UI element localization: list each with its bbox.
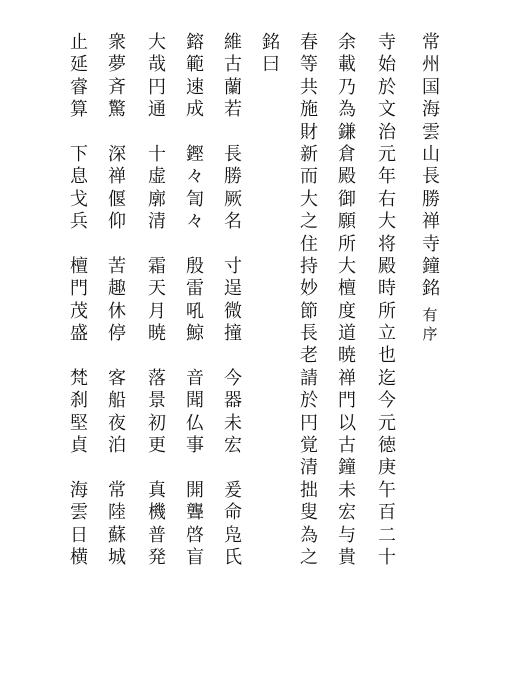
character: 驚 [108, 99, 126, 121]
column-gap [220, 457, 246, 479]
character: 船 [108, 390, 126, 412]
column-gap [182, 122, 208, 144]
character: 初 [148, 412, 166, 434]
character: 撞 [224, 323, 242, 345]
character: 発 [148, 546, 166, 568]
character: 倉 [338, 143, 356, 165]
character: 開 [186, 479, 204, 501]
character: 殿 [378, 255, 396, 277]
character: 仰 [108, 211, 126, 233]
character: 所 [378, 300, 396, 322]
character: 円 [300, 412, 318, 434]
text-column-4 [258, 32, 284, 77]
character: 天 [148, 278, 166, 300]
character: 殿 [338, 166, 356, 188]
character: 道 [338, 323, 356, 345]
character: 暁 [338, 345, 356, 367]
character: 若 [224, 99, 242, 121]
character: 梵 [70, 367, 88, 389]
character: 氏 [224, 546, 242, 568]
character: 門 [70, 278, 88, 300]
title-column [418, 32, 444, 301]
character: 哉 [148, 54, 166, 76]
character: 共 [300, 76, 318, 98]
character: 音 [186, 367, 204, 389]
character: 睿 [70, 76, 88, 98]
character: 止 [70, 32, 88, 53]
character: 啓 [186, 524, 204, 546]
character: 覚 [300, 435, 318, 457]
character: 下 [70, 143, 88, 165]
character: 殷 [186, 255, 204, 277]
character: 鎔 [186, 32, 204, 53]
character: 徳 [378, 435, 396, 457]
character: 海 [422, 99, 440, 121]
column-gap [182, 234, 208, 256]
character: 御 [338, 188, 356, 210]
character: 施 [300, 99, 318, 121]
character: 更 [148, 435, 166, 457]
character: 円 [148, 76, 166, 98]
character: 凫 [224, 524, 242, 546]
character: 逞 [224, 278, 242, 300]
column-gap [66, 122, 92, 144]
character: 蘇 [108, 524, 126, 546]
character: 禅 [108, 166, 126, 188]
character: 停 [108, 323, 126, 345]
character: 名 [224, 211, 242, 233]
character: 而 [300, 166, 318, 188]
character: 月 [148, 300, 166, 322]
text-column-3 [296, 32, 322, 569]
character: 於 [378, 76, 396, 98]
text-column-7 [144, 32, 170, 569]
character: 機 [148, 502, 166, 524]
column-gap [104, 345, 130, 367]
character: 鎌 [338, 121, 356, 143]
text-column-2 [334, 32, 360, 569]
character: 寺 [422, 233, 440, 255]
character: 元 [378, 143, 396, 165]
character: 雲 [422, 121, 440, 143]
character: 拙 [300, 479, 318, 501]
character: 貞 [70, 435, 88, 457]
character: 聾 [186, 502, 204, 524]
character: 雲 [70, 502, 88, 524]
character: 度 [338, 300, 356, 322]
character: 銘 [422, 278, 440, 300]
character: 大 [300, 188, 318, 210]
character: 横 [70, 546, 88, 568]
column-gap [220, 234, 246, 256]
text-column-6 [182, 32, 208, 569]
character: 銘 [262, 32, 280, 53]
character: 蘭 [224, 76, 242, 98]
column-gap [144, 345, 170, 367]
character: 古 [224, 54, 242, 76]
character: 偃 [108, 188, 126, 210]
character: 息 [70, 166, 88, 188]
column-gap [104, 457, 130, 479]
character: 寸 [224, 255, 242, 277]
character: 願 [338, 211, 356, 233]
character: 夜 [108, 412, 126, 434]
character: 鐘 [338, 457, 356, 479]
character: 算 [70, 99, 88, 121]
character: 刹 [70, 390, 88, 412]
column-gap [66, 234, 92, 256]
character: 常 [422, 32, 440, 53]
character: 今 [224, 367, 242, 389]
character: 茂 [70, 300, 88, 322]
character: 以 [338, 412, 356, 434]
character: 貴 [338, 546, 356, 568]
text-column-5 [220, 32, 246, 569]
character: 古 [338, 435, 356, 457]
character: 普 [148, 524, 166, 546]
character: 十 [148, 143, 166, 165]
character: 山 [422, 143, 440, 165]
character: 十 [378, 546, 396, 568]
character: 年 [378, 166, 396, 188]
character: 常 [108, 479, 126, 501]
subtitle [420, 306, 440, 344]
character: 苦 [108, 255, 126, 277]
character: 元 [378, 412, 396, 434]
character: 持 [300, 255, 318, 277]
character: 微 [224, 300, 242, 322]
character: 也 [378, 345, 396, 367]
character: 真 [148, 479, 166, 501]
column-gap [144, 122, 170, 144]
character: 命 [224, 502, 242, 524]
text-column-9 [66, 32, 92, 569]
character: 清 [148, 211, 166, 233]
character: 堅 [70, 412, 88, 434]
character: 器 [224, 390, 242, 412]
character: 所 [338, 233, 356, 255]
character: 範 [186, 54, 204, 76]
character: 衆 [108, 32, 126, 53]
character: 勝 [224, 166, 242, 188]
character: 速 [186, 76, 204, 98]
character: 吼 [186, 300, 204, 322]
character: 斉 [108, 76, 126, 98]
character: 文 [378, 99, 396, 121]
text-column-8 [104, 32, 130, 569]
character: 之 [300, 546, 318, 568]
character: 春 [300, 32, 318, 53]
character: 乃 [338, 76, 356, 98]
character: 余 [338, 32, 356, 53]
character: 百 [378, 502, 396, 524]
character: 夢 [108, 54, 126, 76]
character: 戈 [70, 188, 88, 210]
character: 禅 [422, 211, 440, 233]
character: 々 [186, 211, 204, 233]
character: 兵 [70, 211, 88, 233]
text-column-1 [374, 32, 400, 569]
character: 長 [224, 143, 242, 165]
character: 大 [378, 211, 396, 233]
character: 於 [300, 390, 318, 412]
character: 妙 [300, 278, 318, 300]
character: 維 [224, 32, 242, 53]
character: 門 [338, 390, 356, 412]
column-gap [104, 122, 130, 144]
column-gap [220, 122, 246, 144]
character: 通 [148, 99, 166, 121]
character: 日 [70, 524, 88, 546]
character: 右 [378, 188, 396, 210]
character: 事 [186, 435, 204, 457]
character: 禅 [338, 367, 356, 389]
character: 清 [300, 457, 318, 479]
character: 立 [378, 323, 396, 345]
character: 延 [70, 54, 88, 76]
column-gap [182, 345, 208, 367]
character: 為 [300, 524, 318, 546]
character: 二 [378, 524, 396, 546]
character: 虚 [148, 166, 166, 188]
character: 載 [338, 54, 356, 76]
character: 未 [224, 412, 242, 434]
character: 仏 [186, 412, 204, 434]
character: 迄 [378, 367, 396, 389]
character: 等 [300, 54, 318, 76]
character: 老 [300, 345, 318, 367]
column-gap [104, 234, 130, 256]
column-gap [220, 345, 246, 367]
character: 請 [300, 367, 318, 389]
character: 住 [300, 233, 318, 255]
character: 鯨 [186, 323, 204, 345]
character: 将 [378, 233, 396, 255]
character: 未 [338, 479, 356, 501]
character: 檀 [70, 255, 88, 277]
character: 国 [422, 76, 440, 98]
character: 城 [108, 546, 126, 568]
character: 大 [338, 255, 356, 277]
character: 之 [300, 211, 318, 233]
character: 寺 [378, 32, 396, 53]
character: 節 [300, 300, 318, 322]
column-gap [144, 457, 170, 479]
character: 州 [422, 54, 440, 76]
character: 趣 [108, 278, 126, 300]
character: 鏗 [186, 143, 204, 165]
character: 檀 [338, 278, 356, 300]
character: 霜 [148, 255, 166, 277]
column-gap [182, 457, 208, 479]
character: 為 [338, 99, 356, 121]
character: 治 [378, 121, 396, 143]
character: 廓 [148, 188, 166, 210]
character: 長 [422, 166, 440, 188]
column-gap [66, 457, 92, 479]
character: 与 [338, 524, 356, 546]
character: 休 [108, 300, 126, 322]
character: 庚 [378, 457, 396, 479]
character: 厥 [224, 188, 242, 210]
character: 泊 [108, 435, 126, 457]
column-gap [144, 234, 170, 256]
character: 暁 [148, 323, 166, 345]
character: 客 [108, 367, 126, 389]
character: 深 [108, 143, 126, 165]
character: 宏 [338, 502, 356, 524]
character: 陸 [108, 502, 126, 524]
character: 訇 [186, 188, 204, 210]
character: 長 [300, 323, 318, 345]
character: 盲 [186, 546, 204, 568]
character: 成 [186, 99, 204, 121]
character: 落 [148, 367, 166, 389]
character: 勝 [422, 188, 440, 210]
character: 新 [300, 143, 318, 165]
character: 始 [378, 54, 396, 76]
column-gap [66, 345, 92, 367]
character: 大 [148, 32, 166, 53]
character: 鐘 [422, 255, 440, 277]
character: 今 [378, 390, 396, 412]
character: 盛 [70, 323, 88, 345]
character: 聞 [186, 390, 204, 412]
character: 海 [70, 479, 88, 501]
subtitle-character: 有 [422, 306, 438, 324]
character: 爰 [224, 479, 242, 501]
character: 宏 [224, 435, 242, 457]
character: 曰 [262, 54, 280, 76]
character: 財 [300, 121, 318, 143]
character: 午 [378, 479, 396, 501]
character: 雷 [186, 278, 204, 300]
subtitle-character: 序 [422, 325, 438, 343]
character: 々 [186, 166, 204, 188]
character: 叟 [300, 502, 318, 524]
character: 時 [378, 278, 396, 300]
character: 景 [148, 390, 166, 412]
